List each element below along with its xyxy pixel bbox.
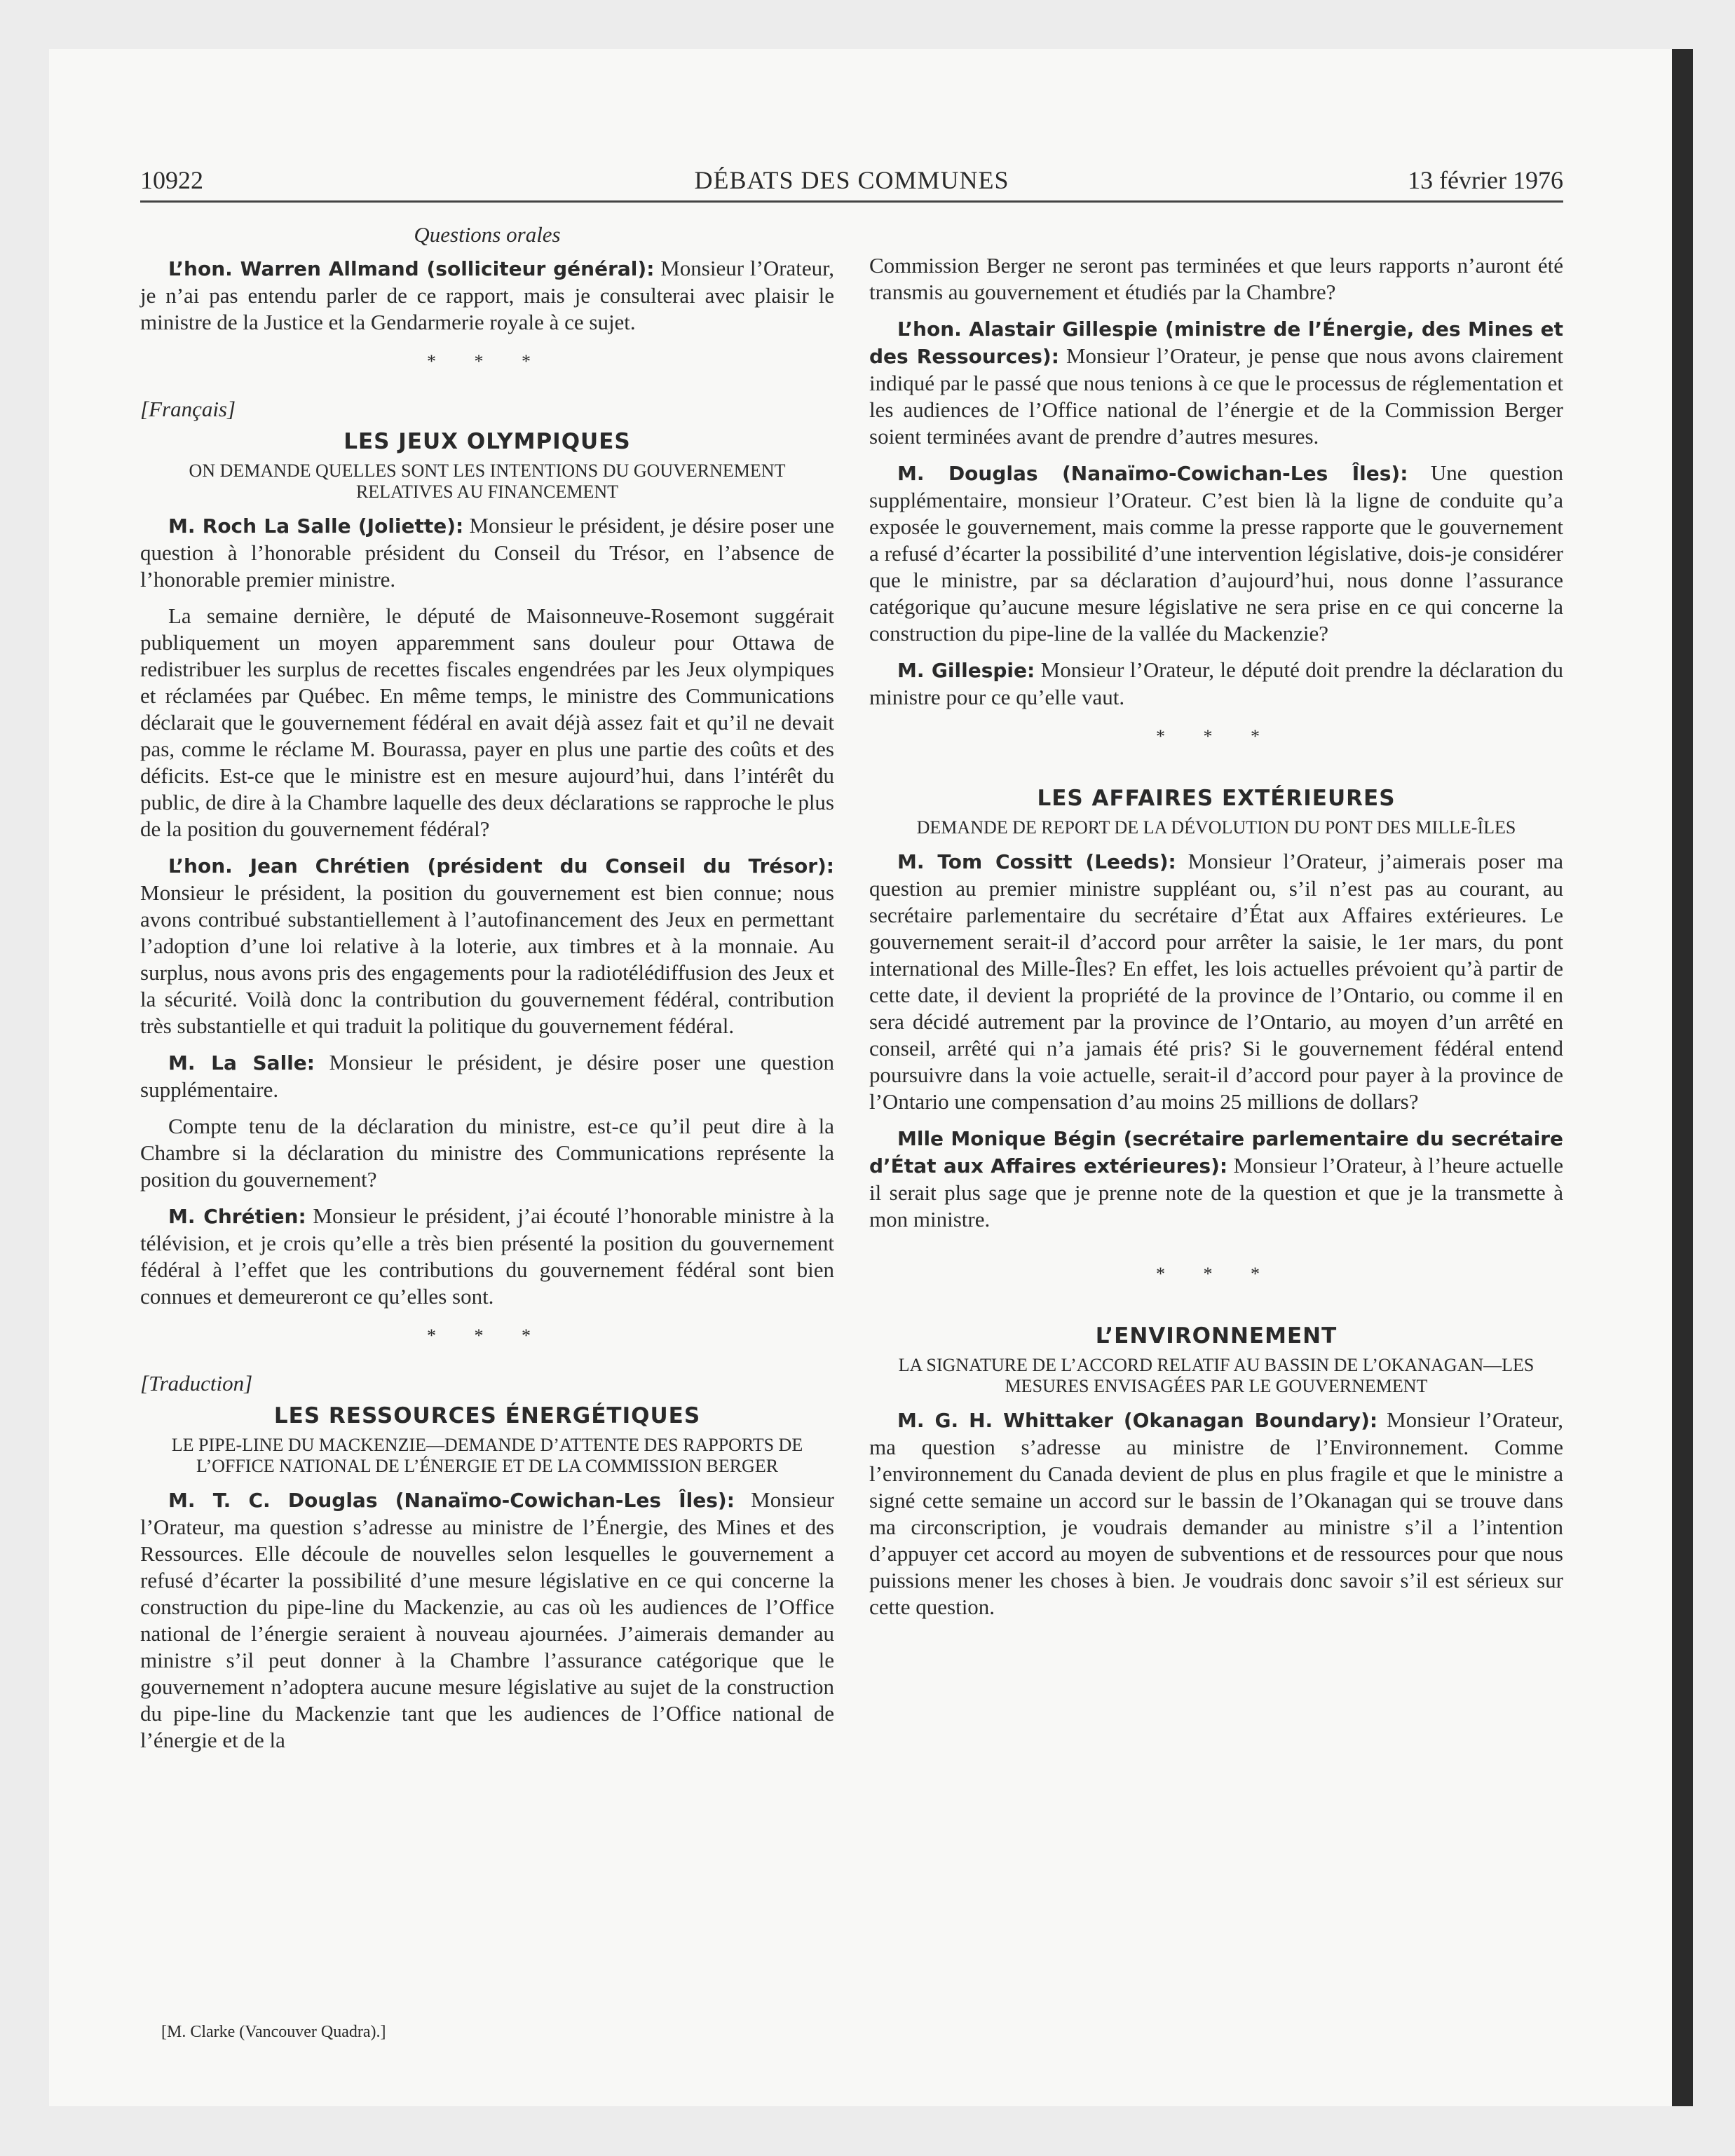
section-label: Questions orales — [414, 222, 561, 247]
speaker: M. T. C. Douglas (Nanaïmo-Cowichan-Les Îles): — [168, 1489, 735, 1512]
speech: Monsieur l’Orateur, j’aimerais poser ma question au premier ministre suppléant ou, s’il n’est pas au courant, au secrétaire parlementaire du secrétaire d’État aux Affaires extérieures. Le gouvernement serait-il d’accord pour arrêter la saisie, le 1er mars, du pont international des Mille-Îles? En effet, les lois actuelles prévoient qu’à partir de cette date, il devient la propriété de la province de l’Ontario, ou comme il en sera décidé autrement par la province de l’Ontario, au moyen d’un arrêté en conseil, arrêté qui n’a jamais été pris? Si le gouvernement fédéral entend poursuivre dans la voie actuelle, serait-il d’accord pour payer à la province de l’Ontario une compensation d’au moins 25 millions de dollars? — [869, 849, 1563, 1114]
paragraph — [140, 1049, 834, 1103]
speaker: M. Chrétien: — [168, 1205, 306, 1228]
paragraph — [869, 848, 1563, 1115]
paragraph — [869, 1407, 1563, 1621]
paragraph: Compte tenu de la déclaration du ministre, est-ce qu’il peut dire à la Chambre si la déclaration du ministre des Communications représente la position du gouvernement? — [140, 1114, 834, 1192]
left-column — [140, 221, 834, 1763]
section-subheading: ON DEMANDE QUELLES SONT LES INTENTIONS DU GOUVERNEMENT RELATIVES AU FINANCEMENT — [189, 460, 786, 502]
issue-date: 13 février 1976 — [1408, 166, 1563, 194]
speaker: M. La Salle: — [168, 1051, 315, 1074]
speech: Monsieur l’Orateur, à l’heure actuelle il serait plus sage que je prenne note de la question et que je la transmette à mon ministre. — [869, 1153, 1563, 1231]
separator-stars: * * * — [1156, 726, 1277, 746]
speaker: M. Roch La Salle (Joliette): — [168, 514, 464, 538]
speech: Monsieur l’Orateur, ma question s’adresse au ministre de l’Environnement. Comme l’environnement du Canada devient de plus en plus fragile et que le ministre a signé cette semaine un accord sur le bassin de l’Okanagan qui se trouve dans ma circonscription, je voudrais demander au ministre s’il a l’intention d’appuyer cet accord au moyen de subventions et de ressources pour que nous puissions mener les choses à bien. Je voudrais donc savoir s’il est sérieux sur cette question. — [869, 1407, 1563, 1619]
section-heading: LES AFFAIRES EXTÉRIEURES — [1037, 786, 1396, 811]
speaker: L’hon. Jean Chrétien (président du Conseil du Trésor): — [168, 854, 834, 878]
speaker: Mlle Monique Bégin (secrétaire parlementaire du secrétaire d’État aux Affaires extérieures): — [869, 1127, 1563, 1178]
separator-stars: * * * — [1156, 1264, 1277, 1284]
section-subheading: LA SIGNATURE DE L’ACCORD RELATIF AU BASSIN DE L’OKANAGAN—LES MESURES ENVISAGÉES PAR LE GOUVERNEMENT — [898, 1355, 1535, 1396]
speech: Monsieur le président, j’ai écouté l’honorable ministre à la télévision, et je crois qu’elle a très bien présenté la position du gouvernement fédéral à l’effet que les contributions du gouvernement fédéral sont bien connues et demeureront ce qu’elles sont. — [140, 1203, 834, 1309]
page-number: 10922 — [140, 166, 203, 194]
section-subheading: LE PIPE-LINE DU MACKENZIE—DEMANDE D’ATTENTE DES RAPPORTS DE L’OFFICE NATIONAL DE L’ÉNERGIE ET DE LA COMMISSION BERGER — [171, 1435, 803, 1476]
speech: Monsieur le président, je désire poser une question supplémentaire. — [140, 1050, 835, 1102]
section-heading: LES RESSOURCES ÉNERGÉTIQUES — [273, 1403, 701, 1428]
speech: Monsieur le président, je désire poser une question à l’honorable président du Conseil du Trésor, en l’absence de l’honorable premier ministre. — [140, 513, 834, 592]
speech: Monsieur le président, la position du gouvernement est bien connue; nous avons contribué substantiellement à l’autofinancement des Jeux en permettant l’adoption d’une loi relative à la loterie, aux timbres et à la monnaie. Au surplus, nous avons pris des engagements pour la radiotélédiffusion des Jeux et la sécurité. Voilà donc la contribution du gouvernement fédéral, contribution très substantielle et qui traduit la politique du gouvernement fédéral. — [140, 880, 834, 1038]
paragraph: Commission Berger ne seront pas terminées et que leurs rapports n’auront été transmis au gouvernement et étudiés par la Chambre? — [869, 253, 1563, 304]
paragraph — [869, 315, 1563, 450]
speaker: M. Gillespie: — [897, 659, 1035, 682]
paragraph — [869, 657, 1563, 711]
speech: Une question supplémentaire, monsieur l’Orateur. C’est bien là la ligne de conduite qu’a exposée le gouvernement, mais comme la presse rapporte que le gouvernement a refusé d’écarter la possibilité d’une intervention législative, dois-je considérer que le ministre, par sa déclaration d’aujourd’hui, nous donne l’assurance catégorique qu’aucune mesure législative ne sera prise en ce qui concerne la construction du pipe-line de la vallée du Mackenzie? — [869, 460, 1563, 646]
binding-edge — [1672, 49, 1693, 2106]
publication-title: DÉBATS DES COMMUNES — [694, 166, 1009, 194]
paragraph — [140, 255, 834, 336]
paragraph — [869, 1125, 1563, 1233]
separator-stars: * * * — [427, 351, 547, 371]
speaker: L’hon. Warren Allmand (solliciteur général): — [168, 257, 655, 280]
section-heading: LES JEUX OLYMPIQUES — [343, 429, 631, 454]
speaker: M. G. H. Whittaker (Okanagan Boundary): — [897, 1409, 1378, 1432]
language-marker: [Français] — [140, 397, 236, 421]
paragraph — [140, 1203, 834, 1310]
speech: Monsieur l’Orateur, je n’ai pas entendu parler de ce rapport, mais je consulterai avec plaisir le ministre de la Justice et la Gendarmerie royale à ce sujet. — [140, 256, 835, 334]
paragraph — [140, 512, 834, 593]
speech: Monsieur l’Orateur, ma question s’adresse au ministre de l’Énergie, des Mines et des Ressources. Elle découle de nouvelles selon lesquelles le gouvernement a refusé d’écarter la possibilité d’une mesure législative en ce qui concerne la construction du pipe-line du Mackenzie, au cas où les audiences de l’Office national de l’énergie seraient à nouveau ajournées. J’aimerais demander au ministre s’il peut donner à la Chambre l’assurance catégorique que le gouvernement n’adoptera aucune mesure législative au sujet de la construction du pipe-line du Mackenzie tant que les audiences de l’Office national de l’énergie et de la — [140, 1487, 834, 1752]
paragraph — [140, 852, 834, 1039]
speech: Monsieur l’Orateur, le député doit prendre la déclaration du ministre pour ce qu’elle vaut. — [869, 657, 1563, 709]
footnote: [M. Clarke (Vancouver Quadra).] — [161, 2023, 386, 2041]
running-header — [140, 165, 1563, 203]
speaker: L’hon. Alastair Gillespie (ministre de l’Énergie, des Mines et des Ressources): — [869, 318, 1563, 368]
speaker: M. Tom Cossitt (Leeds): — [897, 850, 1176, 873]
paragraph — [869, 460, 1563, 647]
section-heading: L’ENVIRONNEMENT — [1095, 1323, 1338, 1349]
separator-stars: * * * — [427, 1325, 547, 1346]
speech: Monsieur l’Orateur, je pense que nous avons clairement indiqué par le passé que nous tenions à ce que le processus de réglementation et les audiences de l’Office national de l’énergie et de la Commission Berger soient terminées avant de prendre d’autres mesures. — [869, 343, 1563, 449]
right-column — [869, 252, 1563, 1630]
language-marker: [Traduction] — [140, 1371, 253, 1396]
paragraph — [140, 1487, 834, 1754]
paragraph: La semaine dernière, le député de Maisonneuve-Rosemont suggérait publiquement un moyen apparemment sans douleur pour Ottawa de redistribuer les surplus de recettes fiscales engendrées par les Jeux olympiques et réclamées par Québec. En même temps, le ministre des Communications déclarait que le gouvernement fédéral en avait déjà assez fait et qu’il ne devait pas, comme le réclame M. Bourassa, payer en plus une partie des coûts et des déficits. Est-ce que le ministre est en mesure aujourd’hui, dans l’intérêt du public, de dire à la Chambre laquelle des deux déclarations se rapproche le plus de la position du gouvernement fédéral? — [140, 603, 834, 841]
speaker: M. Douglas (Nanaïmo-Cowichan-Les Îles): — [897, 462, 1408, 485]
section-subheading: DEMANDE DE REPORT DE LA DÉVOLUTION DU PONT DES MILLE-ÎLES — [916, 817, 1516, 838]
